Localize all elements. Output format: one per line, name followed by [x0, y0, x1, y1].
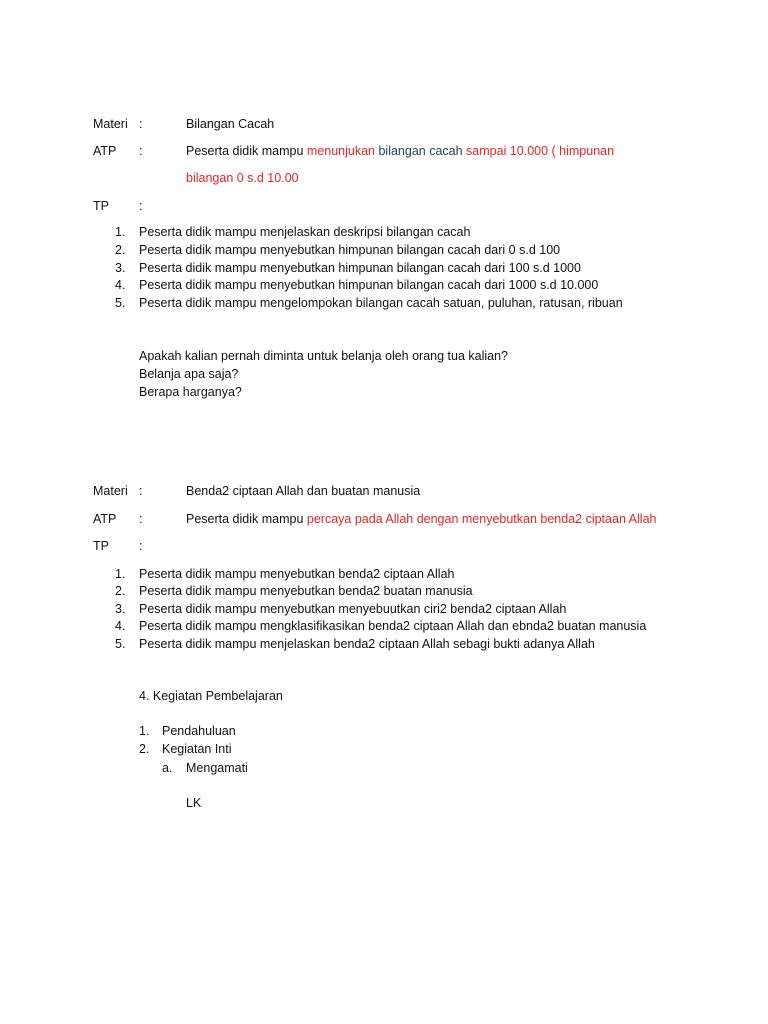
list-item-number: 1. — [115, 225, 126, 239]
atp-colon: : — [139, 144, 143, 158]
kegiatan-heading: 4. Kegiatan Pembelajaran — [139, 689, 283, 703]
list-item-number: 5. — [115, 296, 126, 310]
materi-colon: : — [139, 484, 143, 498]
atp-segment: Peserta didik mampu — [186, 144, 307, 158]
sub-item: Mengamati — [186, 761, 248, 775]
tp-colon: : — [139, 539, 143, 553]
tp-label: TP — [93, 199, 109, 213]
materi-colon: : — [139, 117, 143, 131]
sub-item-letter: a. — [162, 761, 173, 775]
list-item-number: 2. — [115, 243, 126, 257]
question-line: Belanja apa saja? — [139, 367, 239, 381]
list-item: Peserta didik mampu menyebutkan himpunan bilangan cacah dari 1000 s.d 10.000 — [139, 278, 599, 292]
atp-segment: sampai 10.000 ( himpunan — [462, 144, 615, 158]
atp-label: ATP — [93, 144, 117, 158]
materi-label: Materi — [93, 117, 128, 131]
atp-segment: Peserta didik mampu — [186, 512, 307, 526]
list-item-number: 2. — [139, 742, 150, 756]
atp-text — [186, 511, 656, 527]
list-item-number: 1. — [139, 724, 150, 738]
list-item: Peserta didik mampu menyebutkan menyebuutkan ciri2 benda2 ciptaan Allah — [139, 602, 567, 616]
atp-label: ATP — [93, 512, 117, 526]
list-item-number: 4. — [115, 619, 126, 633]
atp-segment: bilangan cacah — [378, 144, 463, 158]
materi-value: Benda2 ciptaan Allah dan buatan manusia — [186, 484, 421, 498]
list-item: Peserta didik mampu menjelaskan benda2 ciptaan Allah sebagi bukti adanya Allah — [139, 637, 595, 651]
list-item: Peserta didik mampu menyebutkan benda2 buatan manusia — [139, 584, 473, 598]
list-item: Pendahuluan — [162, 724, 236, 738]
tp-label: TP — [93, 539, 109, 553]
list-item: Peserta didik mampu mengelompokan bilangan cacah satuan, puluhan, ratusan, ribuan — [139, 296, 623, 310]
list-item-number: 1. — [115, 567, 126, 581]
tp-colon: : — [139, 199, 143, 213]
question-line: Berapa harganya? — [139, 385, 242, 399]
list-item-number: 3. — [115, 602, 126, 616]
list-item-number: 5. — [115, 637, 126, 651]
list-item: Peserta didik mampu menjelaskan deskripsi bilangan cacah — [139, 225, 471, 239]
atp-segment: menunjukan — [306, 144, 379, 158]
list-item: Peserta didik mampu menyebutkan benda2 ciptaan Allah — [139, 567, 455, 581]
atp-segment: percaya pada Allah dengan menyebutkan benda2 ciptaan Allah — [306, 512, 657, 526]
list-item: Peserta didik mampu menyebutkan himpunan bilangan cacah dari 100 s.d 1000 — [139, 261, 581, 275]
list-item-number: 3. — [115, 261, 126, 275]
materi-value: Bilangan Cacah — [186, 117, 275, 131]
atp-text — [186, 143, 614, 159]
list-item: Peserta didik mampu mengklasifikasikan benda2 ciptaan Allah dan ebnda2 buatan manusia — [139, 619, 647, 633]
list-item: Peserta didik mampu menyebutkan himpunan bilangan cacah dari 0 s.d 100 — [139, 243, 561, 257]
lk-label: LK — [186, 796, 202, 810]
atp-colon: : — [139, 512, 143, 526]
question-line: Apakah kalian pernah diminta untuk belanja oleh orang tua kalian? — [139, 349, 509, 363]
atp-text-line2: bilangan 0 s.d 10.00 — [186, 171, 299, 185]
list-item: Kegiatan Inti — [162, 742, 232, 756]
list-item-number: 4. — [115, 278, 126, 292]
materi-label: Materi — [93, 484, 128, 498]
list-item-number: 2. — [115, 584, 126, 598]
